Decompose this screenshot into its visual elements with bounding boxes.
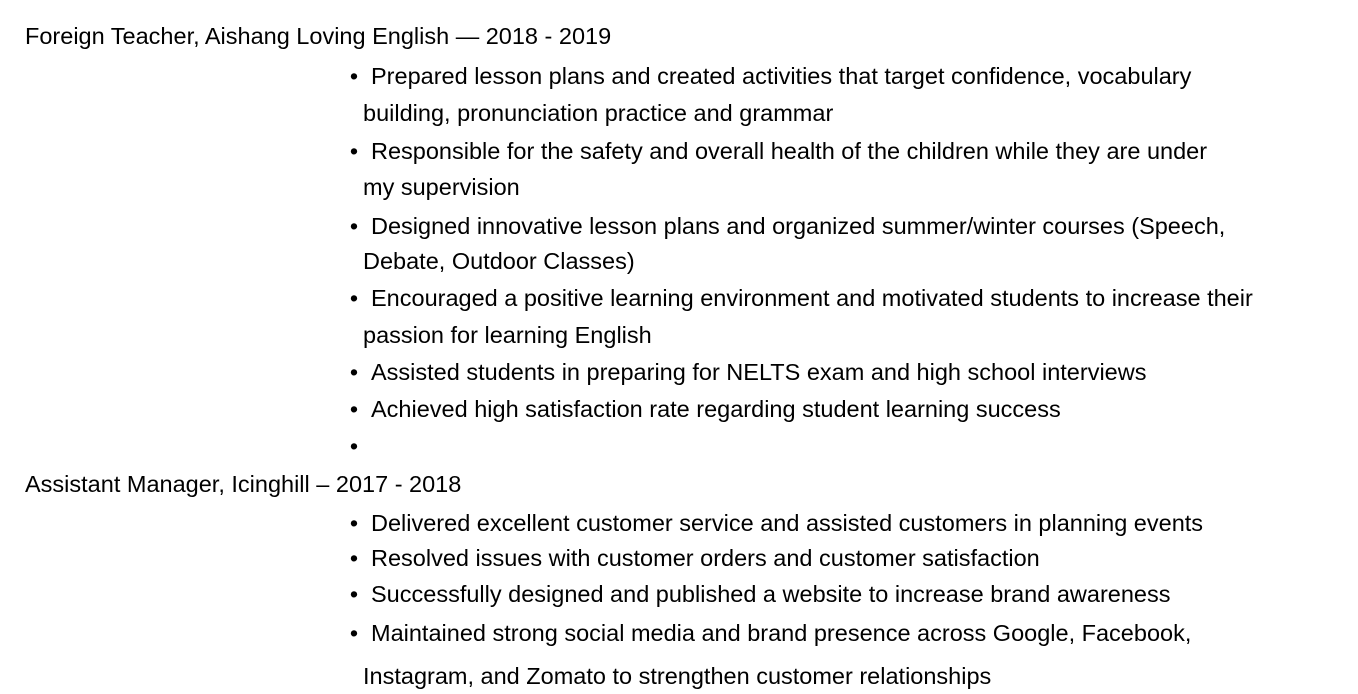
bullet-text-continuation: Debate, Outdoor Classes) — [363, 248, 635, 274]
bullet-text-continuation: my supervision — [363, 174, 520, 200]
bullet-text: Prepared lesson plans and created activities that target confidence, vocabulary — [371, 63, 1192, 89]
bullet-text: Encouraged a positive learning environment and motivated students to increase their — [371, 285, 1253, 311]
bullet-text: Designed innovative lesson plans and organized summer/winter courses (Speech, — [371, 213, 1226, 239]
job-heading: Assistant Manager, Icinghill – 2017 - 2018 — [25, 471, 462, 497]
bullet-text: Successfully designed and published a website to increase brand awareness — [371, 581, 1171, 607]
bullet-text: Maintained strong social media and brand presence across Google, Facebook, — [371, 620, 1192, 646]
bullet-text-continuation: passion for learning English — [363, 322, 652, 348]
bullet-icon: • — [349, 359, 359, 385]
bullet-icon: • — [349, 620, 359, 646]
bullet-text: Achieved high satisfaction rate regarding student learning success — [371, 396, 1061, 422]
bullet-text-continuation: Instagram, and Zomato to strengthen customer relationships — [363, 663, 992, 689]
bullet-text-continuation: building, pronunciation practice and grammar — [363, 100, 834, 126]
bullet-icon: • — [349, 285, 359, 311]
bullet-icon: • — [349, 581, 359, 607]
bullet-icon: • — [349, 510, 359, 536]
bullet-icon: • — [349, 63, 359, 89]
bullet-text: Delivered excellent customer service and assisted customers in planning events — [371, 510, 1204, 536]
bullet-icon: • — [349, 213, 359, 239]
bullet-text: Resolved issues with customer orders and customer satisfaction — [371, 545, 1040, 571]
bullet-icon: • — [349, 138, 359, 164]
bullet-text: Responsible for the safety and overall health of the children while they are under — [371, 138, 1208, 164]
job-heading: Foreign Teacher, Aishang Loving English — 2018 - 2019 — [25, 23, 612, 49]
bullet-text: Assisted students in preparing for NELTS exam and high school interviews — [371, 359, 1147, 385]
bullet-icon: • — [349, 396, 359, 422]
bullet-icon: • — [349, 545, 359, 571]
bullet-icon: • — [349, 433, 359, 459]
